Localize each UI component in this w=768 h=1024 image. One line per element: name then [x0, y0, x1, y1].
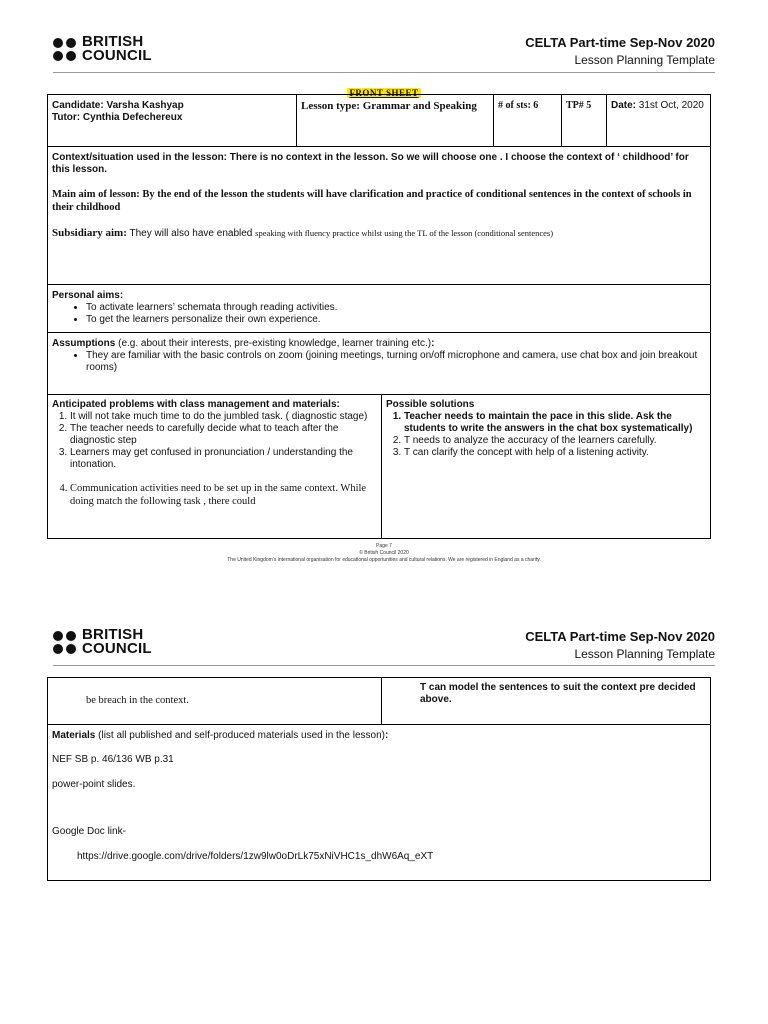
page-footer: [0, 543, 768, 564]
material-book: NEF SB p. 46/136 WB p.31: [52, 754, 174, 765]
material-doc-link[interactable]: https://drive.google.com/drive/folders/1zw9lw0oDrLk75xNiVHC1s_dhW6Aq_eXT: [77, 851, 434, 862]
logo-line-1: BRITISH: [82, 626, 144, 643]
solution-item: 2. T needs to analyze the accuracy of the learners carefully.: [404, 435, 706, 447]
header-title: CELTA Part-time Sep-Nov 2020: [525, 629, 715, 644]
candidate-name: Candidate: Varsha Kashyap: [52, 100, 184, 111]
personal-aims: Personal aims: • To activate learners’ schemata through reading activities. • To get the learners personalize their own experience.: [52, 290, 704, 326]
solution-item: 1. Teacher needs to maintain the pace in this slide. Ask the students to write the answers in the chat box systematically): [404, 411, 706, 435]
solution-continued: T can model the sentences to suit the context pre decided above.: [420, 682, 696, 705]
header-rule: [53, 665, 715, 666]
logo-dots-icon: [53, 38, 76, 61]
front-sheet-heading: FRONT SHEET: [349, 88, 419, 98]
context-text: Context/situation used in the lesson: There is no context in the lesson. So we will choose one . I choose the context of ‘ childhood’ for this lesson.: [52, 152, 689, 175]
solution-item: 3. T can clarify the concept with help of a listening activity.: [404, 447, 706, 459]
header-rule: [53, 72, 715, 73]
tutor-name: Tutor: Cynthia Defechereux: [52, 112, 183, 123]
problem-continued: be breach in the context.: [86, 695, 189, 706]
problem-item: 4. Communication activities need to be set up in the same context. While doing match the following task , there could: [70, 482, 377, 508]
problem-item: 3. Learners may get confused in pronunciation / understanding the intonation.: [70, 447, 377, 471]
header-subtitle: Lesson Planning Template: [574, 53, 715, 67]
material-slides: power-point slides.: [52, 779, 136, 790]
logo-line-2: COUNCIL: [82, 640, 152, 657]
logo-line-2: COUNCIL: [82, 47, 152, 64]
personal-aim-item: • To get the learners personalize their own experience.: [86, 314, 704, 326]
anticipated-problems: Anticipated problems with class management and materials: 1. It will not take much time to do the jumbled task. ( diagnostic stage) 2. The teacher needs to carefully decide what to teach after the diagnostic step 3. Learners may get confused in pronunciation / understanding the intonation. 4. Communication activities need to be set up in the same context. While doing match the following task , there could: [52, 399, 377, 508]
header-subtitle: Lesson Planning Template: [574, 647, 715, 661]
assumption-item: • They are familiar with the basic controls on zoom (joining meetings, turning on/off microphone and camera, use chat box and join breakout rooms): [86, 350, 708, 374]
page-number: Page 7: [376, 543, 392, 549]
header-title: CELTA Part-time Sep-Nov 2020: [525, 35, 715, 50]
main-aim: Main aim of lesson: By the end of the lesson the students will have clarification and practice of conditional sentences in the context of schools in their childhood: [52, 189, 692, 213]
british-council-logo: [53, 628, 152, 656]
problem-item: 2. The teacher needs to carefully decide what to teach after the diagnostic step: [70, 423, 377, 447]
copyright: © British Council 2020: [359, 550, 409, 556]
personal-aim-item: • To activate learners’ schemata through reading activities.: [86, 302, 704, 314]
possible-solutions: Possible solutions 1. Teacher needs to maintain the pace in this slide. Ask the students to write the answers in the chat box systematically) 2. T needs to analyze the accuracy of the learners carefully. 3. T can clarify the concept with help of a listening activity.: [386, 399, 706, 459]
logo-dots-icon: [53, 631, 76, 654]
student-count: # of sts: 6: [498, 100, 539, 111]
assumptions: Assumptions (e.g. about their interests, pre-existing knowledge, learner training etc.): • They are familiar with the basic controls on zoom (joining meetings, turning on/off microphone and camera, use chat box and join breakout rooms): [52, 338, 708, 374]
logo-line-1: BRITISH: [82, 33, 144, 50]
lesson-date: Date: 31st Oct, 2020: [611, 100, 704, 111]
tp-number: TP# 5: [566, 100, 592, 111]
lesson-type: Lesson type: Grammar and Speaking: [301, 100, 477, 112]
problem-item: 1. It will not take much time to do the jumbled task. ( diagnostic stage): [70, 411, 377, 423]
materials-heading: Materials (list all published and self-produced materials used in the lesson):: [52, 730, 389, 741]
british-council-logo: [53, 35, 152, 63]
charity-notice: The United Kingdom’s international organisation for educational opportunities and cultural relations. We are registered in England as a charity.: [227, 557, 541, 563]
subsidiary-aim: Subsidiary aim: They will also have enabled speaking with fluency practice whilst using the TL of the lesson (conditional sentences): [52, 227, 554, 239]
page-two: [0, 600, 768, 1024]
candidate-cell: [52, 100, 292, 124]
material-doc-label: Google Doc link-: [52, 826, 126, 837]
